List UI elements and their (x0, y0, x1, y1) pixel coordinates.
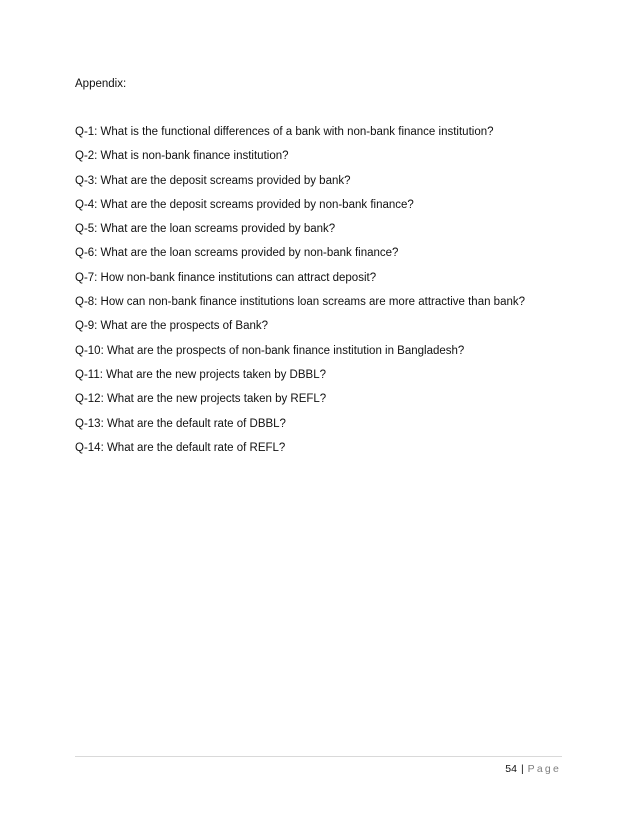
page-label: Page (527, 763, 561, 775)
question-item: Q-7: How non-bank finance institutions can attract deposit? (75, 271, 377, 284)
question-item: Q-12: What are the new projects taken by REFL? (75, 393, 327, 406)
appendix-heading: Appendix: (75, 78, 127, 90)
question-item: Q-10: What are the prospects of non-bank finance institution in Bangladesh? (75, 344, 465, 357)
question-item: Q-5: What are the loan screams provided by bank? (75, 223, 336, 236)
question-item: Q-6: What are the loan screams provided by non-bank finance? (75, 247, 399, 260)
page-footer (505, 762, 561, 776)
question-item: Q-2: What is non-bank finance institution? (75, 150, 289, 163)
question-item: Q-13: What are the default rate of DBBL? (75, 417, 286, 430)
question-item: Q-8: How can non-bank finance institutions loan screams are more attractive than bank? (75, 296, 526, 309)
question-list (75, 124, 525, 464)
page-number: 54 (505, 763, 517, 775)
footer-divider (75, 756, 562, 757)
question-item: Q-4: What are the deposit screams provided by non-bank finance? (75, 198, 414, 211)
question-item: Q-3: What are the deposit screams provided by bank? (75, 174, 351, 187)
question-item: Q-11: What are the new projects taken by DBBL? (75, 368, 326, 381)
question-item: Q-9: What are the prospects of Bank? (75, 320, 269, 333)
footer-separator: | (520, 763, 524, 775)
question-item: Q-14: What are the default rate of REFL? (75, 441, 286, 454)
question-item: Q-1: What is the functional differences of a bank with non-bank finance institution? (75, 126, 494, 138)
